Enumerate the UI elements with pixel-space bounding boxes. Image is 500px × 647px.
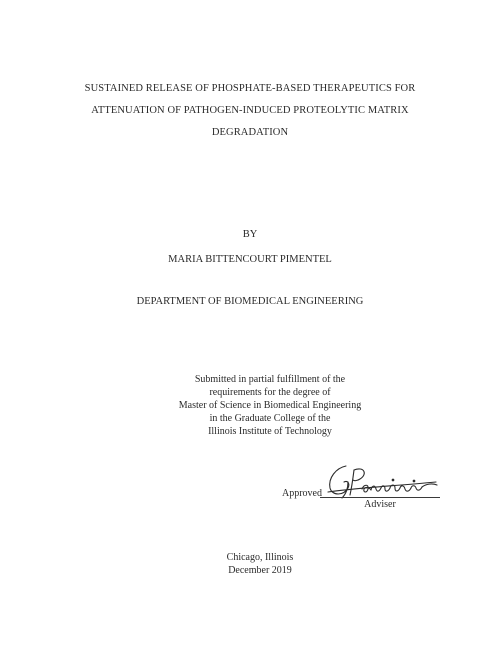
place-and-date (0, 551, 500, 577)
submission-line-2: requirements for the degree of (209, 387, 331, 398)
author-name: MARIA BITTENCOURT PIMENTEL (168, 254, 332, 265)
submission-statement (0, 373, 500, 438)
adviser-signature (324, 462, 440, 502)
title-line-1: SUSTAINED RELEASE OF PHOSPHATE-BASED THERAPEUTICS FOR (84, 83, 416, 94)
submission-line-5: Illinois Institute of Technology (208, 426, 332, 437)
by-label: BY (242, 229, 258, 240)
adviser-label: Adviser (364, 499, 396, 510)
date-text: December 2019 (228, 565, 292, 576)
department-name: DEPARTMENT OF BIOMEDICAL ENGINEERING (136, 296, 364, 307)
submission-line-4: in the Graduate College of the (209, 413, 331, 424)
place-text: Chicago, Illinois (226, 552, 294, 563)
submission-line-1: Submitted in partial fulfillment of the (194, 374, 346, 385)
title-line-2: ATTENUATION OF PATHOGEN-INDUCED PROTEOLYTIC MATRIX (91, 105, 409, 116)
approved-label: Approved (282, 488, 322, 499)
signature-line (320, 497, 440, 498)
thesis-title (60, 78, 440, 144)
title-line-3: DEGRADATION (211, 127, 289, 138)
submission-line-3: Master of Science in Biomedical Engineering (178, 400, 362, 411)
